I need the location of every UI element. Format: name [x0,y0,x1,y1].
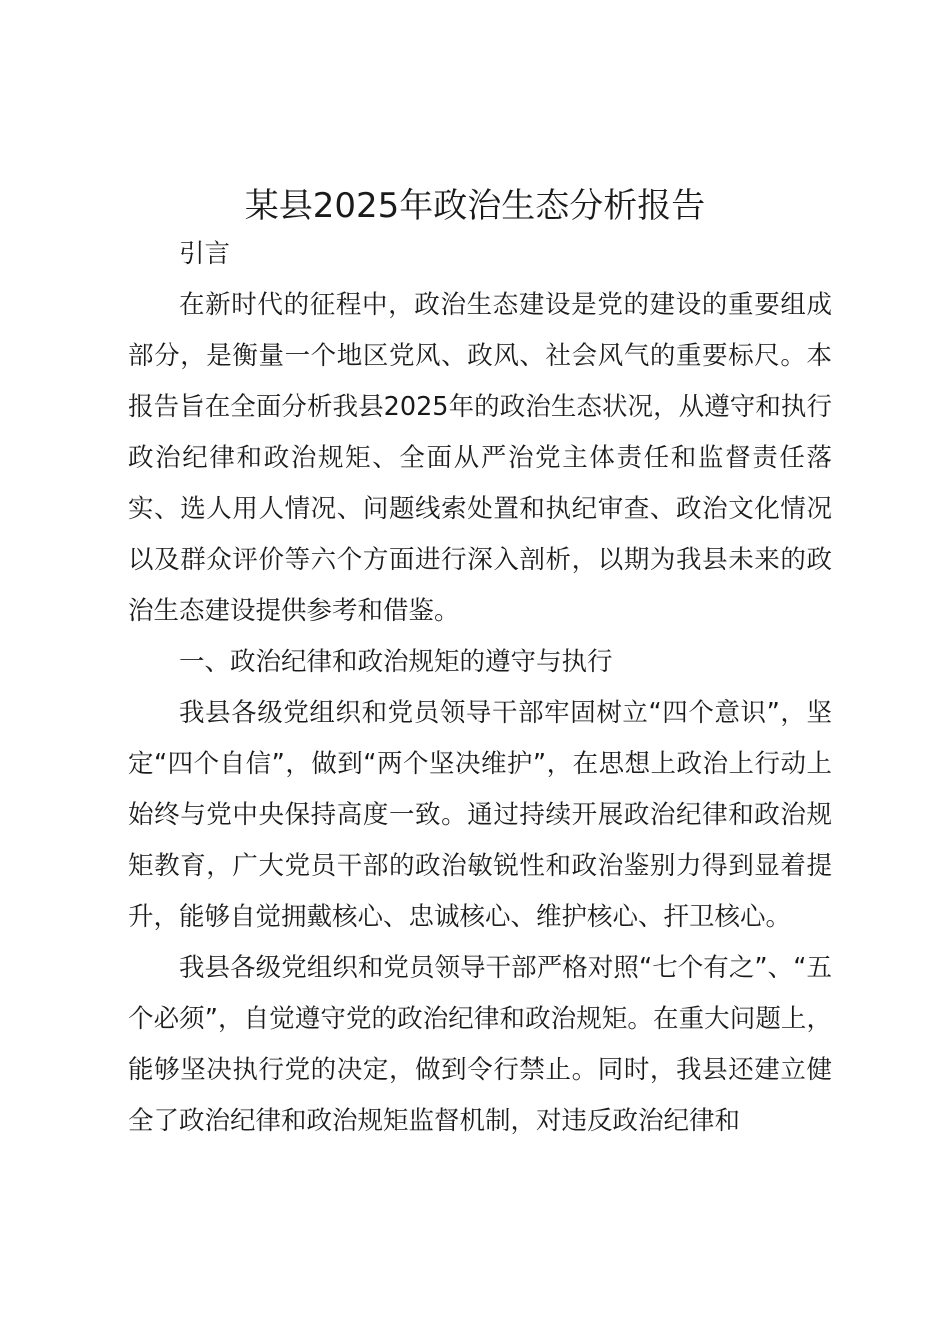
paragraph-2: 我县各级党组织和党员领导干部严格对照“七个有之”、“五个必须”，自觉遵守党的政治纪律和政治规矩。在重大问题上，能够坚决执行党的决定，做到令行禁止。同时，我县还建立健全了政治纪律和政治规矩监督机制，对违反政治纪律和 [128,953,832,1136]
section-heading-intro: 引言 [179,239,231,269]
paragraph-1: 我县各级党组织和党员领导干部牢固树立“四个意识”，坚定“四个自信”，做到“两个坚决维护”，在思想上政治上行动上始终与党中央保持高度一致。通过持续开展政治纪律和政治规矩教育，广大党员干部的政治敏锐性和政治鉴别力得到显着提升，能够自觉拥戴核心、忠诚核心、维护核心、扞卫核心。 [128,698,832,932]
section-heading-1: 一、政治纪律和政治规矩的遵守与执行 [179,647,613,677]
document-body [128,229,832,1147]
paragraph-intro: 在新时代的征程中，政治生态建设是党的建设的重要组成部分，是衡量一个地区党风、政风、社会风气的重要标尺。本报告旨在全面分析我县2025年的政治生态状况，从遵守和执行政治纪律和政治规矩、全面从严治党主体责任和监督责任落实、选人用人情况、问题线索处置和执纪审查、政治文化情况以及群众评价等六个方面进行深入剖析，以期为我县未来的政治生态建设提供参考和借鉴。 [128,290,832,626]
document-title: 某县2025年政治生态分析报告 [244,186,706,226]
